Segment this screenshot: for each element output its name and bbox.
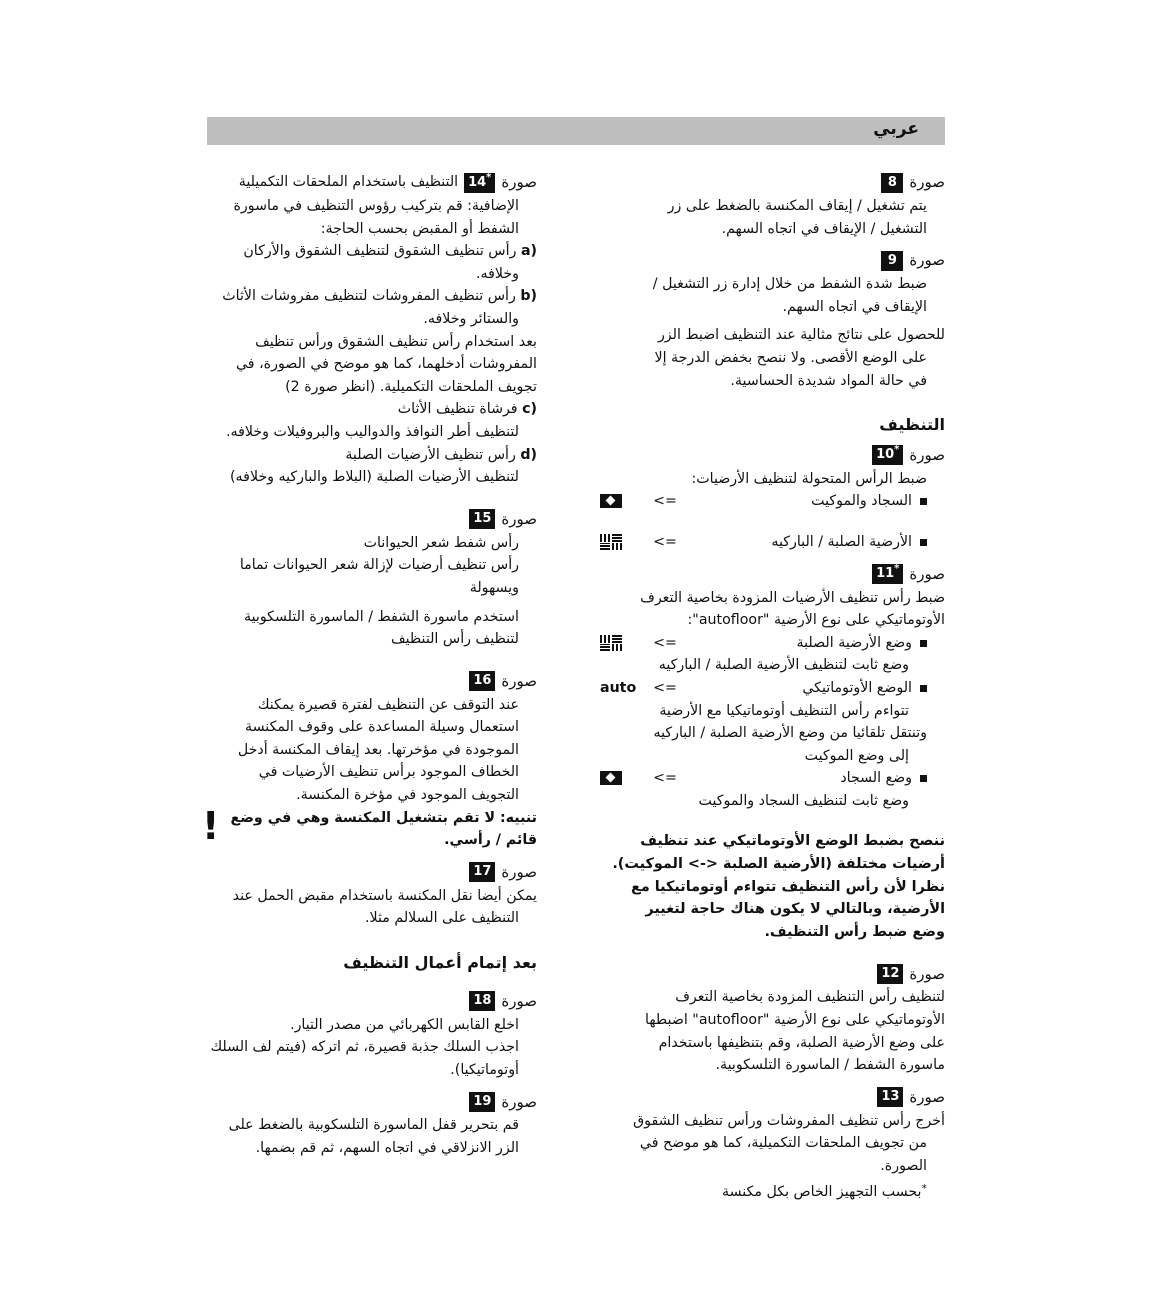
note-line: للحصول على نتائج مثالية عند التنظيف اضبط الزر xyxy=(657,327,945,344)
figure-text: لتنظيف رأس التنظيف المزودة بخاصية التعرف الأوتوماتيكي على نوع الأرضية "autofloor" اضبطها على وضع الأرضية الصلبة، وقم بتنظيفها باستخدام ماسورة الشفط / الماسورة التلسكوبية. xyxy=(645,989,945,1074)
item-b: b) رأس تنظيف المفروشات لتنظيف مفروشات الأثاث والستائر وخلافه. xyxy=(222,288,537,327)
note-line: في حالة المواد شديدة الحساسية. xyxy=(730,372,927,389)
text-line: يتم تشغيل / إيقاف المكنسة بالضغط على زر xyxy=(667,198,927,214)
figure-text: عند التوقف عن التنظيف لفترة قصيرة يمكنك استعمال وسيلة المساعدة على وقوف المكنسة الموجودة في مؤخرتها. بعد إيقاف المكنسة أدخل الخطاف الموجود برأس تنظيف الأرضيات في التجويف الموجود في مؤخرة المكنسة. xyxy=(237,696,519,804)
figure-14 xyxy=(202,170,537,489)
mode-bullet-carpet: السجاد والموكيت <= xyxy=(600,490,927,513)
figure-11 xyxy=(600,562,945,813)
figure-15 xyxy=(202,507,537,651)
figure-label: صورة xyxy=(501,1092,537,1111)
figure-number-badge: 17 xyxy=(469,862,495,882)
warning-note: تنبيه: لا تقم بتشغيل المكنسة وهي في وضع قائم / رأسي. ! xyxy=(202,803,537,849)
item-a: a) رأس تنظيف الشقوق لتنظيف الشقوق والأركان وخلافه. xyxy=(243,243,537,282)
figure-label: صورة xyxy=(501,991,537,1010)
figure-text xyxy=(600,468,945,554)
auto-text-icon: auto xyxy=(600,679,637,696)
figure-number-badge: 12 xyxy=(877,964,903,984)
text-line: الإيقاف في اتجاه السهم. xyxy=(782,298,927,315)
text-line: التشغيل / الإيقاف في اتجاه السهم. xyxy=(721,220,927,237)
note-line: على الوضع الأقصى. ولا ننصح بخفض الدرجة إلا xyxy=(654,349,927,366)
mode-carpet: وضع السجاد <= xyxy=(600,767,927,790)
figure-label: صورة xyxy=(909,1088,945,1107)
figure-number-badge: 11* xyxy=(872,564,903,584)
figure-label: صورة xyxy=(501,671,537,690)
item-d: d) رأس تنظيف الأرضيات الصلبة لتنظيف الأرضيات الصلبة (البلاط والباركيه وخلافه) xyxy=(230,446,537,486)
figure-text xyxy=(600,587,945,813)
figure-number-badge: 16 xyxy=(469,671,495,691)
right-column xyxy=(600,170,945,1203)
mode-hard-floor: وضع الأرضية الصلبة <= xyxy=(600,632,927,655)
arrow-symbol: <= xyxy=(653,493,677,510)
figure-label: صورة xyxy=(909,964,945,983)
figure-text xyxy=(600,273,945,392)
figure-18 xyxy=(202,989,537,1082)
figure-19 xyxy=(202,1089,537,1159)
arrow-symbol: <= xyxy=(653,533,677,550)
hard-floor-icon xyxy=(600,534,622,550)
figure-number-badge: 10* xyxy=(872,445,903,465)
bullet-square-icon xyxy=(920,498,927,505)
text-line: الأوتوماتيكي على نوع الأرضية "autofloor": xyxy=(687,612,945,629)
figure-label: صورة xyxy=(501,173,537,192)
footnote: *بحسب التجهيز الخاص بكل مكنسة xyxy=(722,1181,927,1200)
figure-text: قم بتحرير قفل الماسورة التلسكوبية بالضغط على الزر الانزلاقي في اتجاه السهم، ثم قم بضمها. xyxy=(228,1117,519,1156)
figure-number-badge: 19 xyxy=(469,1092,495,1112)
figure-number-badge: 14* xyxy=(464,173,495,193)
language-label: عربي xyxy=(873,119,919,139)
figure-8 xyxy=(600,170,945,240)
figure-text: اخلع القابس الكهربائي من مصدر التيار. اجذب السلك جذبة قصيرة، ثم اتركه (فيتم لف السلك أوتوماتيكيا). xyxy=(210,1016,519,1078)
bullet-square-icon xyxy=(920,539,927,546)
carpet-icon xyxy=(600,771,622,785)
figure-text xyxy=(600,195,945,240)
figure-label: صورة xyxy=(909,251,945,270)
figure-text: رأس شفط شعر الحيوانات رأس تنظيف أرضيات لإزالة شعر الحيوانات تماما ويسهولة استخدم ماسورة الشفط / الماسورة التلسكوبية لتنظيف رأس التنظيف xyxy=(239,534,519,648)
recommendation-note: ننصح بضبط الوضع الأوتوماتيكي عند تنظيف أرضيات مختلفة (الأرضية الصلبة <-> الموكيت). نظرا لأن رأس التنظيف تتواءم أوتوماتيكيا مع الأرضية، وبالتالي لا يكون هناك حاجة لتغيير وضع ضبط رأس التنظيف. xyxy=(612,833,945,940)
text-line: ضبط الرأس المتحولة لتنظيف الأرضيات: xyxy=(691,470,927,487)
figure-number-badge: 9 xyxy=(881,251,903,271)
figure-16 xyxy=(202,669,537,852)
mode-desc: تتواءم رأس التنظيف أوتوماتيكيا مع الأرضية وتنتقل تلقائيا من وضع الأرضية الصلبة / الباركيه إلى وضع الموكيت xyxy=(653,702,927,764)
text-line: ضبط شدة الشفط من خلال إدارة زر التشغيل / xyxy=(652,276,927,293)
figure-number-badge: 13 xyxy=(877,1087,903,1107)
hard-floor-icon xyxy=(600,635,622,651)
figure-label: صورة xyxy=(909,173,945,192)
figure-label: صورة xyxy=(909,564,945,583)
section-title-after-cleaning: بعد إتمام أعمال التنظيف xyxy=(343,953,537,973)
after-use-text: بعد استخدام رأس تنظيف الشقوق ورأس تنظيف المفروشات أدخلهما، كما هو موضح في الصورة، في تجويف الملحقات التكميلية. (انظر صورة 2) xyxy=(235,333,537,395)
figure-text: يمكن أيضا نقل المكنسة باستخدام مقبض الحمل عند التنظيف على السلالم مثلا. xyxy=(232,887,537,927)
warning-exclamation-icon: ! xyxy=(202,803,220,848)
figure-9 xyxy=(600,248,945,392)
bullet-square-icon xyxy=(920,775,927,782)
figure-label: صورة xyxy=(501,509,537,528)
figure-13 xyxy=(600,1085,945,1203)
section-title-cleaning: التنظيف xyxy=(879,415,945,435)
bullet-square-icon xyxy=(920,640,927,647)
bullet-square-icon xyxy=(920,685,927,692)
mode-auto: الوضع الأوتوماتيكي <= auto xyxy=(600,677,927,700)
figure-10 xyxy=(600,443,945,554)
figure-label: صورة xyxy=(909,445,945,464)
carpet-icon xyxy=(600,494,622,508)
arrow-symbol: <= xyxy=(653,634,677,651)
figure-17 xyxy=(202,860,537,930)
figure-number-badge: 15 xyxy=(469,509,495,529)
text-line: ضبط رأس تنظيف الأرضيات المزودة بخاصية التعرف xyxy=(640,589,945,606)
arrow-symbol: <= xyxy=(653,770,677,787)
figure-number-badge: 18 xyxy=(469,991,495,1011)
figure-text: الإضافية: قم بتركيب رؤوس التنظيف في ماسورة الشفط أو المقبض بحسب الحاجة: xyxy=(233,198,519,237)
mode-desc: وضع ثابت لتنظيف الأرضية الصلبة / الباركيه xyxy=(658,657,909,674)
figure-text: أخرج رأس تنظيف المفروشات ورأس تنظيف الشقوق من تجويف الملحقات التكميلية، كما هو موضح في الصورة. *بحسب التجهيز الخاص بكل مكنسة xyxy=(600,1110,945,1203)
figure-title: التنظيف باستخدام الملحقات التكميلية xyxy=(238,174,459,191)
figure-number-badge: 8 xyxy=(881,173,903,193)
item-c: c) فرشاة تنظيف الأثاث لتنظيف أطر النوافذ والدواليب والبروفيلات وخلافه. xyxy=(226,401,537,440)
mode-bullet-hard-floor: الأرضية الصلبة / الباركيه <= xyxy=(600,531,927,554)
mode-desc: وضع ثابت لتنظيف السجاد والموكيت xyxy=(698,792,909,809)
left-column xyxy=(202,170,537,1160)
language-header-bar xyxy=(207,117,945,145)
figure-label: صورة xyxy=(501,863,537,882)
arrow-symbol: <= xyxy=(653,679,677,696)
figure-12 xyxy=(600,961,945,1076)
